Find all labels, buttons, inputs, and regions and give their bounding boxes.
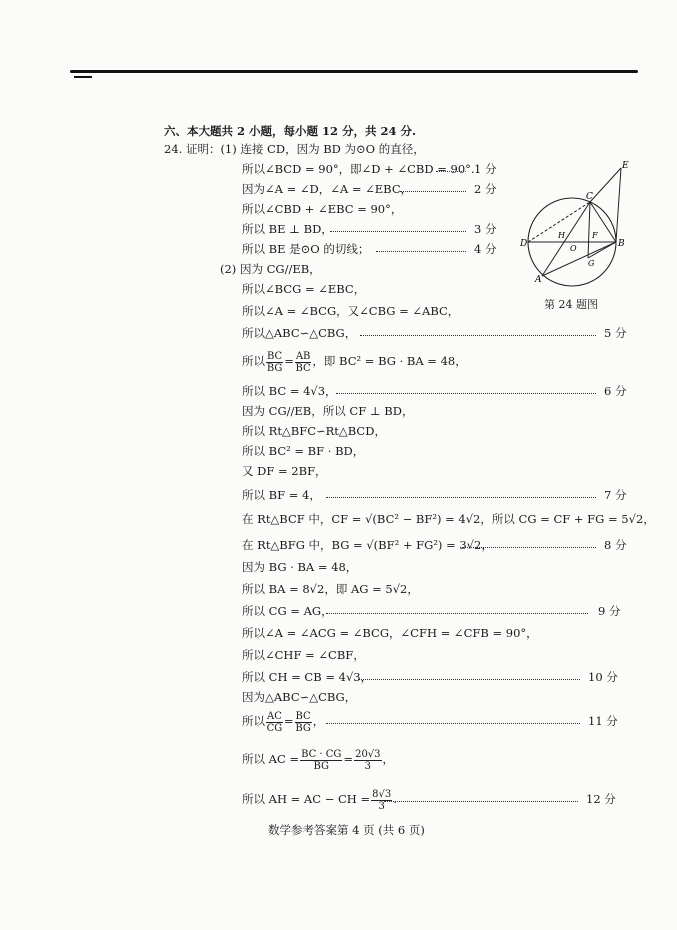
proof-line — [242, 242, 522, 256]
denominator: BG — [266, 362, 283, 374]
page-footer: 数学参考答案第 4 页 (共 6 页) — [268, 823, 425, 837]
proof-text: 所以 BE 是⊙O 的切线； — [242, 242, 370, 256]
numerator: 8√3 — [372, 788, 392, 800]
score-mark: 4 分 — [474, 242, 497, 256]
score-mark: 5 分 — [604, 326, 627, 340]
geometry-figure — [518, 158, 630, 288]
score-mark: 11 分 — [588, 714, 618, 728]
proof-text: . — [393, 792, 397, 806]
fraction — [295, 351, 312, 374]
proof-text: 所以 AH = AC − CH = — [242, 792, 371, 806]
dot-leader — [326, 604, 588, 614]
dot-leader — [384, 792, 578, 802]
proof-line — [242, 162, 522, 176]
scan-edge-mark — [74, 76, 92, 78]
denominator: 3 — [364, 760, 371, 772]
label-g: G — [588, 259, 595, 268]
proof-line: 因为 BG · BA = 48， — [242, 560, 358, 574]
proof-text: 所以 BC = 4√3， — [242, 384, 337, 398]
proof-line: 所以∠A = ∠BCG，又∠CBG = ∠ABC， — [242, 304, 460, 318]
score-mark: 9 分 — [598, 604, 621, 618]
proof-line — [242, 348, 467, 374]
proof-text: ，即 BC² = BG · BA = 48， — [312, 354, 467, 368]
proof-line: 又 DF = 2BF， — [242, 464, 327, 478]
dot-leader — [326, 714, 580, 724]
fraction — [266, 351, 283, 374]
label-f: F — [592, 231, 598, 240]
fraction — [295, 711, 312, 734]
proof-text: 所以 BF = 4， — [242, 488, 321, 502]
score-mark: 12 分 — [586, 792, 616, 806]
proof-text: 所以 — [242, 714, 265, 728]
label-e: E — [622, 161, 629, 171]
score-mark: 6 分 — [604, 384, 627, 398]
dot-leader — [462, 538, 596, 548]
score-mark: 3 分 — [474, 222, 497, 236]
fraction — [266, 711, 283, 734]
score-mark: 2 分 — [474, 182, 497, 196]
equals-sign: = — [343, 752, 354, 766]
label-d: D — [520, 239, 528, 249]
proof-line — [242, 708, 622, 734]
dot-leader — [358, 670, 580, 680]
segment-cg — [588, 202, 590, 258]
dot-leader — [376, 242, 466, 252]
dot-leader — [360, 326, 596, 336]
proof-line — [242, 488, 627, 502]
proof-text: 因为∠A = ∠D，∠A = ∠EBC， — [242, 182, 413, 196]
proof-text: 所以 CG = AG， — [242, 604, 333, 618]
proof-line — [242, 786, 622, 812]
equals-sign: = — [284, 354, 294, 368]
denominator: BC — [295, 362, 311, 374]
proof-line — [242, 670, 622, 684]
numerator: 20√3 — [355, 748, 381, 760]
segment-gb — [588, 242, 616, 258]
proof-line: 所以∠CHF = ∠CBF， — [242, 648, 365, 662]
proof-line: 所以 BC² = BF · BD， — [242, 444, 365, 458]
dot-leader — [400, 182, 466, 192]
proof-line — [242, 538, 627, 552]
proof-text: 所以 BE ⊥ BD， — [242, 222, 333, 236]
numerator: BC — [267, 350, 283, 362]
segment-ce — [590, 168, 621, 202]
fraction — [300, 749, 342, 772]
score-mark: 1 分 — [474, 162, 497, 176]
proof-text: 所以△ABC∽△CBG， — [242, 326, 357, 340]
proof-line: 因为 CG//EB，所以 CF ⊥ BD， — [242, 404, 414, 418]
proof-text: 所以 CH = CB = 4√3， — [242, 670, 373, 684]
denominator: BG — [313, 760, 330, 772]
label-c: C — [586, 192, 593, 202]
proof-line: 所以∠BCG = ∠EBC， — [242, 282, 366, 296]
proof-text: 所以 — [242, 354, 265, 368]
numerator: AB — [295, 350, 311, 362]
proof-line — [242, 604, 622, 618]
score-mark: 8 分 — [604, 538, 627, 552]
figure-caption: 第 24 题图 — [544, 298, 598, 311]
label-b: B — [618, 239, 625, 249]
proof-line: 所以 Rt△BFC∽Rt△BCD， — [242, 424, 386, 438]
label-h: H — [558, 231, 565, 240]
proof-text: 所以 AC = — [242, 752, 300, 766]
proof-line — [242, 326, 627, 340]
proof-text: 所以∠BCD = 90°，即∠D + ∠CBD = 90°. — [242, 162, 475, 176]
question-intro: 24. 证明：(1) 连接 CD，因为 BD 为⊙O 的直径， — [164, 142, 425, 156]
proof-line — [242, 222, 522, 236]
label-a: A — [535, 275, 542, 285]
proof-text: ， — [382, 752, 395, 766]
dot-leader — [326, 488, 596, 498]
proof-line: 所以∠A = ∠ACG = ∠BCG，∠CFH = ∠CFB = 90°， — [242, 626, 538, 640]
section-title: 六、本大题共 2 小题，每小题 12 分，共 24 分. — [164, 124, 417, 138]
proof-line — [242, 746, 394, 772]
dot-leader — [330, 222, 466, 232]
denominator: BG — [295, 722, 311, 734]
dot-leader — [336, 384, 596, 394]
scan-header-rule — [70, 70, 638, 73]
fraction — [354, 749, 381, 772]
dot-leader — [436, 162, 466, 172]
tangent-be — [616, 168, 621, 242]
denominator: 3 — [378, 800, 385, 812]
score-mark: 7 分 — [604, 488, 627, 502]
numerator: BC · CG — [301, 748, 342, 760]
proof-line — [242, 384, 627, 398]
denominator: CG — [266, 722, 283, 734]
score-mark: 10 分 — [588, 670, 618, 684]
proof-line: 在 Rt△BCF 中，CF = √(BC² − BF²) = 4√2，所以 CG = CF + FG = 5√2， — [242, 512, 655, 526]
proof-text: 在 Rt△BFG 中，BG = √(BF² + FG²) = 3√2， — [242, 538, 493, 552]
proof-line: (2) 因为 CG//EB， — [220, 262, 321, 276]
numerator: AC — [267, 710, 282, 722]
numerator: BC — [295, 710, 311, 722]
proof-line — [242, 182, 522, 196]
proof-line: 因为△ABC∽△CBG， — [242, 690, 357, 704]
equals-sign: = — [283, 714, 294, 728]
label-o: O — [570, 244, 577, 253]
proof-line: 所以 BA = 8√2，即 AG = 5√2， — [242, 582, 419, 596]
proof-text: ， — [312, 714, 325, 728]
proof-line: 所以∠CBD + ∠EBC = 90°， — [242, 202, 403, 216]
